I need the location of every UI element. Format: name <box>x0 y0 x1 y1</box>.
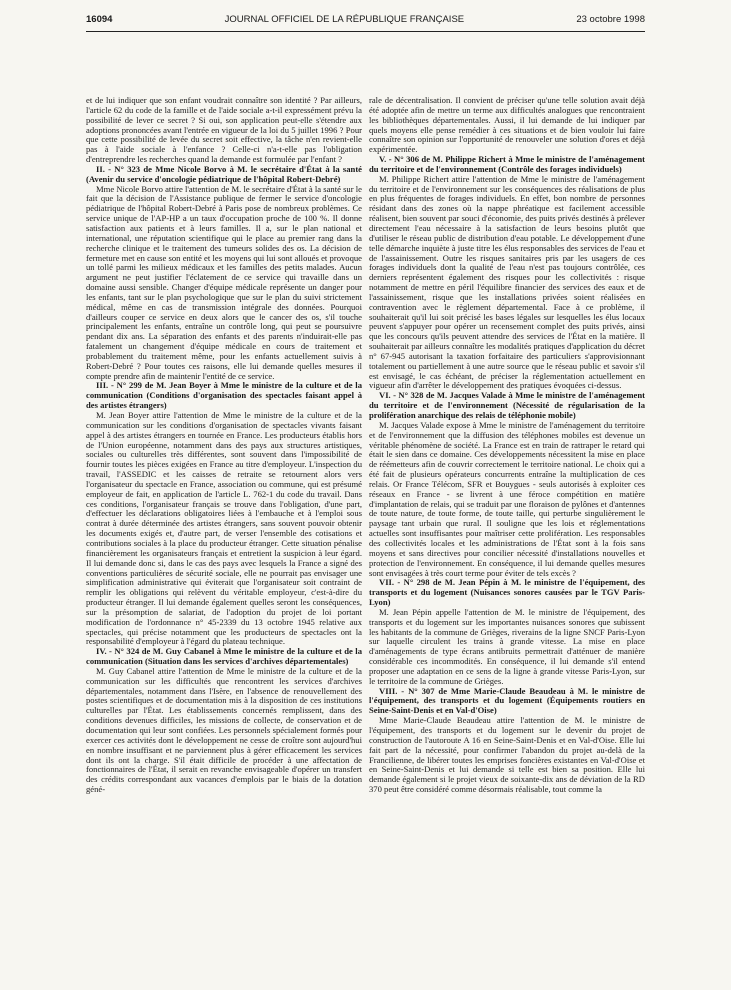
question-324-heading: IV. - N° 324 de M. Guy Cabanel à Mme le ministre de la culture et de la communication (Situation dans les services d'archives départementales) <box>86 646 362 667</box>
question-307-body: Mme Marie-Claude Beaudeau attire l'attention de M. le ministre de l'équipement, des transports et du logement sur le devenir du projet de construction de l'autoroute A 16 en Seine-Saint-Denis et en Val-d'Oise. Elle lui fait part de la nécessité, pour confirmer l'abandon du projet au-delà de la Francilienne, de libérer toutes les emprises foncières existantes en Val-d'Oise et en Seine-Saint-Denis et lui demande si telle est bien sa position. Elle lui demande également si le projet vieux de soixante-dix ans de déviation de la RD 370 peut être considéré comme désormais réalisable, tout comme la <box>369 715 645 795</box>
publication-date: 23 octobre 1998 <box>576 13 645 25</box>
question-298-body: M. Jean Pépin appelle l'attention de M. le ministre de l'équipement, des transports et du logement sur les importantes nuisances sonores que subissent les habitants de la commune de Grièges, riverains de la ligne SNCF Paris-Lyon sur laquelle circulent les trains à grande vitesse. La mise en place d'aménagements de type écrans antibruits permettrait d'atténuer de manière considérable ces incommodités. En conséquence, il lui demande s'il entend proposer une adaptation en ce sens de la ligne à grande vitesse Paris-Lyon, sur le territoire de la commune de Grièges. <box>369 606 645 686</box>
continuation-paragraph: rale de décentralisation. Il convient de préciser qu'une telle solution avait déjà été adoptée afin de mettre un terme aux difficultés analogues que rencontraient les bibliothèques départementales. Aussi, il lui demande de lui indiquer par quels moyens elle pense remédier à ces situations et de bien vouloir lui faire connaître son opinion sur l'opportunité de renouveler une solution d'ores et déjà expérimentée. <box>369 96 645 155</box>
question-328-heading: VI. - N° 328 de M. Jacques Valade à Mme le ministre de l'aménagement du territoire et de l'environnement (Nécessité de régularisation de la prolifération anarchique des relais de téléphonie mobile) <box>369 390 645 420</box>
right-column <box>369 96 645 976</box>
question-299-body: M. Jean Boyer attire l'attention de Mme le ministre de la culture et de la communication sur les conditions d'organisation de spectacles vivants faisant appel à des artistes étrangers en tournée en France. Les producteurs établis hors de l'Union européenne, notamment dans des pays aux structures artistiques, sociales ou culturelles très différentes, sont souvent dans l'impossibilité de fournir toutes les pièces exigées en France au titre d'employeur. L'inspection du travail, l'ASSEDIC et les caisses de retraite se retournent alors vers l'organisateur du spectacle en France, association ou commune, qui est présumé employeur de fait, en application de l'article L. 762-1 du code du travail. Dans ces conditions, l'organisateur français se trouve dans l'obligation, d'une part, d'effectuer les déclarations obligatoires liées à l'embauche et à l'emploi sous contrat à durée déterminée des artistes étrangers, sans souvent pouvoir obtenir les documents exigés et, d'autre part, de verser l'ensemble des cotisations et contributions sociales à la place du producteur étranger. Cette situation pénalise financièrement les organisateurs français et entretient la suspicion à leur égard. Il lui demande donc si, dans le cas des pays avec lesquels la France a signé des conventions particulières de sécurité sociale, elle ne pourrait pas envisager une simplification administrative qui éviterait que l'organisateur soit contraint de remplir les obligations qui relèvent du véritable employeur, c'est-à-dire du producteur étranger. Il lui demande également quelles seront les conséquences, sur la présomption de salariat, de l'adoption du projet de loi portant modification de l'ordonnance n° 45-2339 du 13 octobre 1945 relative aux spectacles, qui précise notamment que les producteurs de spectacles ont la responsabilité d'employeur à l'égard du plateau technique. <box>86 410 362 647</box>
question-298-heading: VII. - N° 298 de M. Jean Pépin à M. le ministre de l'équipement, des transports et du logement (Nuisances sonores causées par le TGV Paris-Lyon) <box>369 577 645 608</box>
question-328-body: M. Jacques Valade expose à Mme le ministre de l'aménagement du territoire et de l'environnement que la diffusion des téléphones mobiles est devenue un véritable phénomène de société. La France est en train de rattraper le retard qui était le sien dans ce domaine. Ces développements nécessitent la mise en place de réémetteurs afin de couvrir correctement le territoire national. Le choix qui a été fait de plusieurs opérateurs concurrents entraîne la multiplication de ces relais. Or France Télécom, SFR et Bouygues - seuls autorisés à exploiter ces réseaux en France - se livrent à une féroce compétition en matière d'implantation de relais, qui se traduit par une floraison de pylônes et d'antennes de toute nature, de toute forme, de toute taille, qui perturbe singulièrement le paysage tant urbain que rural. Il souligne que les lois et réglementations actuelles sont insuffisantes pour maîtriser cette prolifération. Les responsables des collectivités locales et les administrations de l'État sont à la fois sans moyens et sans directives pour concilier nécessité d'installations nouvelles et protection de l'environnement. En conséquence, il lui demande quelles mesures sont envisagées à très court terme pour éviter de tels excès ? <box>369 419 645 578</box>
question-299-heading: III. - N° 299 de M. Jean Boyer à Mme le ministre de la culture et de la communication (Conditions d'organisation des spectacles faisant appel à des artistes étrangers) <box>86 380 362 411</box>
question-307-heading: VIII. - N° 307 de Mme Marie-Claude Beaudeau à M. le ministre de l'équipement, des transports et du logement (Équipements routiers en Seine-Saint-Denis et en Val-d'Oise) <box>369 685 645 716</box>
left-column <box>86 96 362 976</box>
question-306-heading: V. - N° 306 de M. Philippe Richert à Mme le ministre de l'aménagement du territoire et de l'environnement (Contrôle des forages individuels) <box>369 154 645 174</box>
question-306-body: M. Philippe Richert attire l'attention de Mme le ministre de l'aménagement du territoire et de l'environnement sur les conséquences des réalisations de plus en plus fréquentes de forages individuels. En effet, bon nombre de personnes résidant dans des zones où la nappe phréatique est facilement accessible réalisent, bien souvent par souci d'économie, des puits privés destinés à prélever directement l'eau nécessaire à la satisfaction de leurs besoins plutôt que d'utiliser le réseau public de distribution d'eau potable. Le développement d'une telle démarche inquiète à juste titre les élus responsables des services de l'eau et de l'assainissement. Outre les risques sanitaires pris par les usagers de ces forages individuels dont la qualité de l'eau n'est pas toujours contrôlée, ces derniers représentent également des risques pour les collectivités : risque notamment de mettre en péril l'équilibre financier des services des eaux et de l'assainissement, risque que les installations privées soient réalisées en contravention avec le règlement départemental. Face à ce problème, il souhaiterait qu'il lui soit précisé les bases légales sur lesquelles les élus locaux peuvent s'appuyer pour opérer un recensement complet des puits privés, ainsi que les concours qu'ils peuvent attendre des services de l'État en la matière. Il souhaiterait par ailleurs connaître les modalités pratiques d'application du décret n° 67-945 autorisant la taxation forfaitaire des particuliers s'approvisionnant totalement ou partiellement à une autre source que le réseau public et savoir s'il est envisagé, le cas échéant, de préciser la réglementation actuellement en vigueur afin d'arrêter le développement des pratiques évoquées ci-dessus. <box>369 173 645 391</box>
header-rule <box>86 31 645 32</box>
intro-paragraph: et de lui indiquer que son enfant voudrait connaître son identité ? Par ailleurs, l'article 62 du code de la famille et de l'aide sociale a-t-il expressément prévu la possibilité de lever ce secret ? Si oui, son application peut-elle s'étendre aux adoptions prononcées avant l'entrée en vigueur de la loi du 5 juillet 1996 ? Pour que cette possibilité de levée du secret soit effective, la tâche n'en revient-elle pas à l'aide sociale à l'enfance ? Celle-ci n'a-t-elle pas l'obligation d'entreprendre les recherches quand la demande est formulée par l'enfant ? <box>86 96 362 165</box>
question-323-body: Mme Nicole Borvo attire l'attention de M. le secrétaire d'État à la santé sur le fait que la décision de l'Assistance publique de fermer le service d'oncologie pédiatrique de l'hôpital Robert-Debré à Paris pose de nombreux problèmes. Ce service unique de l'AP-HP a un taux d'occupation proche de 100 %. Il donne satisfaction aux patients et à leurs familles. Il a, sur le plan national et international, une réputation scientifique qui le place au premier rang dans la recherche clinique et le traitement des tumeurs solides des os. La décision de fermeture met en cause son entité et les moyens qui lui sont alloués et provoque un tollé parmi les milieux médicaux et les familles des petits malades. Aucun argument ne peut justifier l'éclatement de ce service qui travaille dans un domaine aussi sensible. Changer d'équipe médicale représente un danger pour les enfants, tant sur le plan psychologique que sur le plan du suivi strictement médical, même en cas de transmission intégrale des données. Pourquoi d'ailleurs couper ce service en deux alors que le cancer des os, s'il touche principalement les enfants, entraîne un contrôle long, qui peut se poursuivre pendant dix ans. La séparation des enfants et des parents n'induirait-elle pas fatalement un changement d'équipe médicale en cours de traitement et probablement du traitement même, pour les enfants actuellement suivis à Robert-Debré ? Pour toutes ces raisons, elle lui demande quelles mesures il compte prendre afin de maintenir l'entité de ce service. <box>86 183 362 381</box>
page-header <box>86 8 645 30</box>
question-324-body: M. Guy Cabanel attire l'attention de Mme le ministre de la culture et de la communication sur les difficultés que rencontrent les services d'archives départementales, notamment dans l'Isère, en l'absence de renouvellement des postes scientifiques et de documentation mis à la disposition de ces institutions culturelles par l'État. Les établissements concernés remplissent, dans des conditions devenues difficiles, les missions de collecte, de conservation et de documentation qui leur sont confiées. Les personnels spécialement formés pour exercer ces activités dont le développement ne cesse de croître sont aujourd'hui en nombre insuffisant et ne parviennent plus à gérer efficacement les services dont ils ont la charge. S'il était difficile de procéder à une affectation de fonctionnaires de l'État, il serait en revanche envisageable d'opérer un transfert des crédits correspondant aux vacances d'emplois par le biais de la dotation géné- <box>86 665 362 795</box>
question-323-heading: II. - N° 323 de Mme Nicole Borvo à M. le secrétaire d'État à la santé (Avenir du service d'oncologie pédiatrique de l'hôpital Robert-Debré) <box>86 163 362 184</box>
journal-title: JOURNAL OFFICIEL DE LA RÉPUBLIQUE FRANÇAISE <box>224 13 465 25</box>
page-number: 16094 <box>86 13 113 25</box>
